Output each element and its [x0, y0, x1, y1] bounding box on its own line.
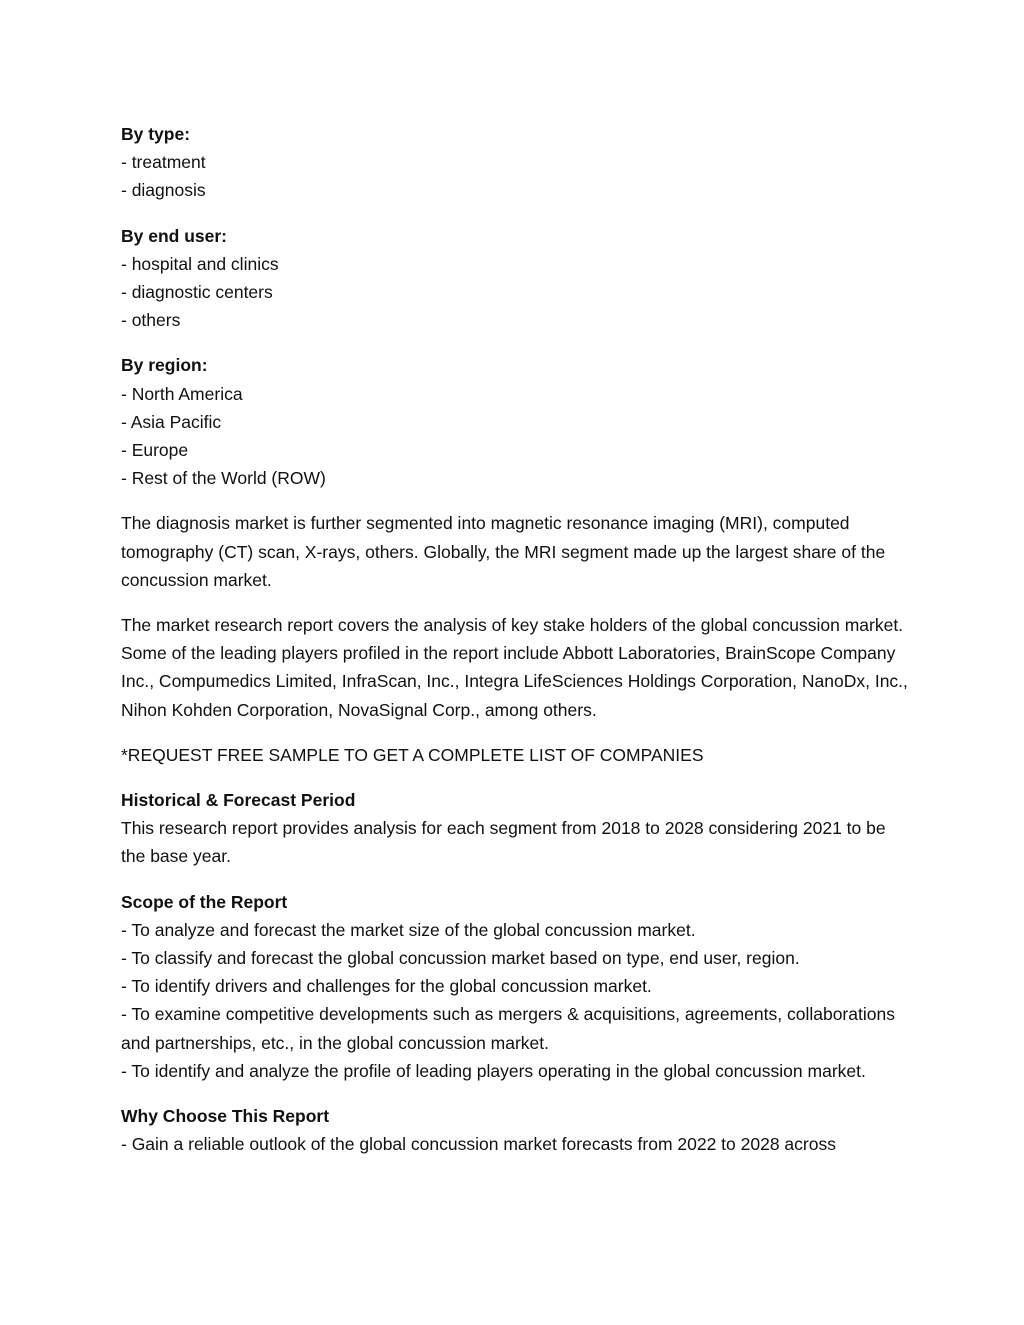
by-end-user-item: - others	[121, 310, 181, 331]
by-region-item: - Rest of the World (ROW)	[121, 468, 326, 489]
scope-item: - To classify and forecast the global concussion market based on type, end user, region.	[121, 948, 800, 969]
historical-section	[121, 786, 911, 871]
why-item: - Gain a reliable outlook of the global concussion market forecasts from 2022 to 2028 across	[121, 1134, 836, 1155]
request-sample-paragraph	[121, 741, 911, 769]
by-end-user-item: - diagnostic centers	[121, 282, 273, 303]
by-type-section	[121, 120, 911, 205]
players-paragraph	[121, 611, 911, 724]
scope-item: - To identify drivers and challenges for the global concussion market.	[121, 976, 652, 997]
scope-heading: Scope of the Report	[121, 891, 288, 912]
by-region-section	[121, 351, 911, 492]
by-type-item: - treatment	[121, 152, 206, 173]
historical-text: This research report provides analysis for each segment from 2018 to 2028 considering 2021 to be the base year.	[121, 818, 886, 867]
by-region-heading: By region:	[121, 355, 208, 376]
by-end-user-heading: By end user:	[121, 225, 227, 246]
by-end-user-item: - hospital and clinics	[121, 253, 279, 274]
request-sample-text: *REQUEST FREE SAMPLE TO GET A COMPLETE LIST OF COMPANIES	[121, 744, 704, 765]
scope-section	[121, 888, 911, 1085]
by-region-item: - Europe	[121, 440, 189, 461]
scope-item: - To analyze and forecast the market size of the global concussion market.	[121, 919, 696, 940]
by-end-user-section	[121, 222, 911, 335]
diagnosis-paragraph	[121, 509, 911, 594]
why-heading: Why Choose This Report	[121, 1106, 330, 1127]
scope-item: - To examine competitive developments such as mergers & acquisitions, agreements, collaborations and partnerships, etc., in the global concussion market.	[121, 1004, 895, 1053]
by-type-heading: By type:	[121, 124, 191, 144]
scope-item: - To identify and analyze the profile of leading players operating in the global concussion market.	[121, 1060, 866, 1081]
by-region-item: - Asia Pacific	[121, 411, 222, 432]
historical-heading: Historical & Forecast Period	[121, 790, 356, 811]
diagnosis-paragraph-text: The diagnosis market is further segmented into magnetic resonance imaging (MRI), computed tomography (CT) scan, X-rays, others. Globally, the MRI segment made up the largest share of the concussion market.	[121, 513, 886, 590]
by-type-item: - diagnosis	[121, 180, 206, 201]
by-region-item: - North America	[121, 383, 243, 404]
why-section	[121, 1102, 911, 1158]
document-page	[121, 120, 911, 1176]
players-paragraph-text: The market research report covers the analysis of key stake holders of the global concussion market. Some of the leading players profiled in the report include Abbott Laboratories, BrainScope Company Inc., Compumedics Limited, InfraScan, Inc., Integra LifeSciences Holdings Corporation, NanoDx, Inc., Nihon Kohden Corporation, NovaSignal Corp., among others.	[121, 615, 908, 720]
